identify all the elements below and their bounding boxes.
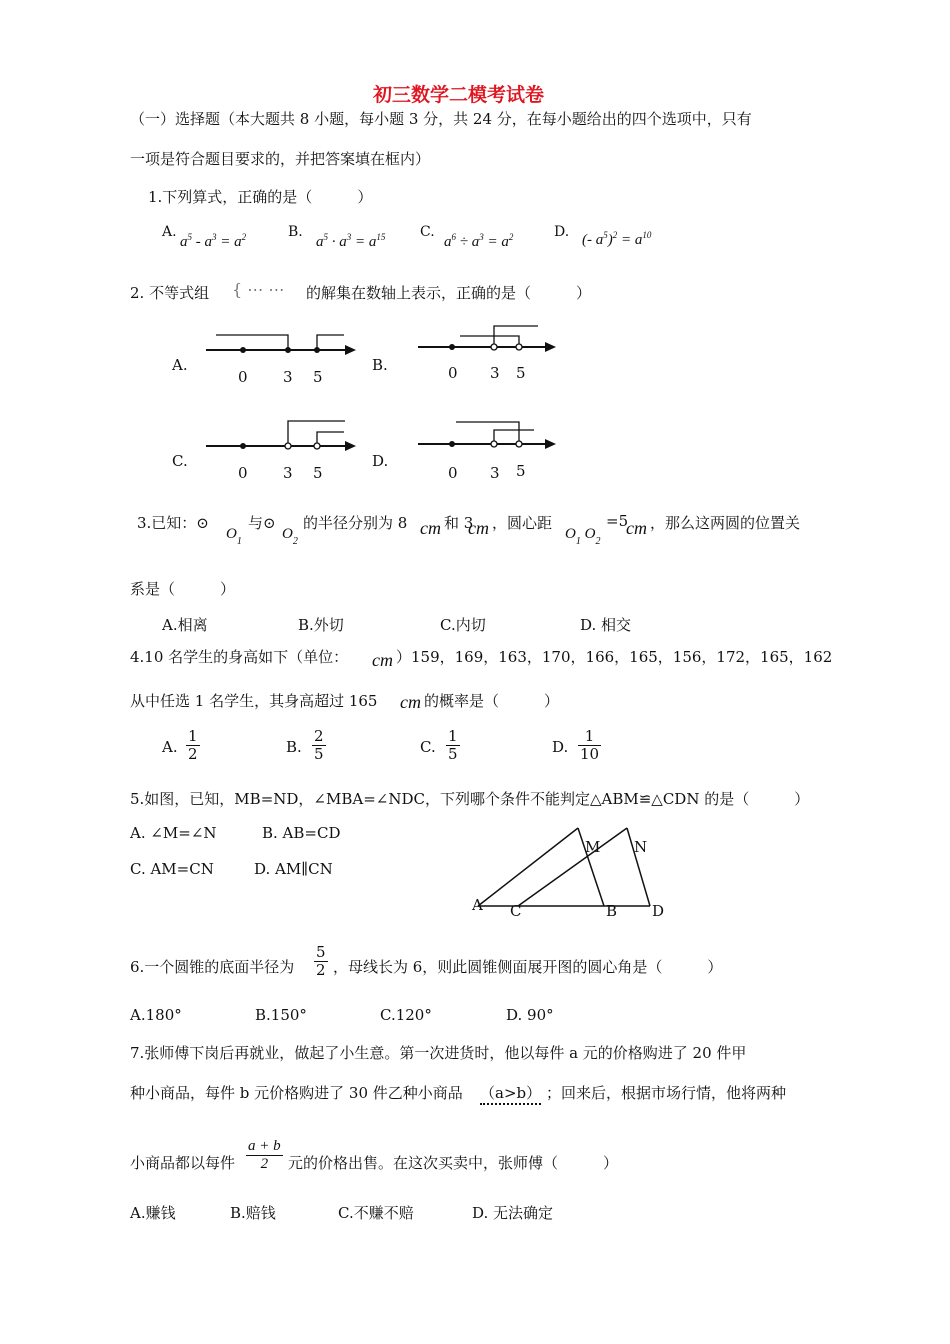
q2-stem-end: 的解集在数轴上表示，正确的是（ ） (306, 284, 592, 302)
q4-option-c-fraction: $\frac{1}{5}$ (448, 727, 458, 763)
q1-option-c-label: C. (420, 224, 435, 240)
q3-option-d: D. 相交 (580, 616, 632, 634)
q3-stem-end: ，那么这两圆的位置关 (650, 514, 801, 532)
page-title: 初三数学二模考试卷 (373, 84, 545, 106)
q4-line2-end: 的概率是（ ） (424, 692, 560, 710)
q7-condition: （a>b） (480, 1082, 541, 1105)
q5-label-b: B (606, 902, 618, 920)
q3-circle-o2: $O_2$ (282, 526, 298, 547)
q2-c-tick-0: 0 (238, 464, 248, 482)
q2-option-b-label: B. (372, 356, 388, 374)
q1-option-d-label: D. (554, 224, 570, 240)
q2-a-tick-3: 3 (283, 368, 293, 386)
q5-label-a: A (472, 896, 483, 914)
q3-mid3: ，圆心距 (492, 514, 553, 532)
q2-number-line-a (200, 330, 360, 364)
q2-b-tick-5: 5 (516, 364, 526, 382)
section-heading-line1: （一）选择题（本大题共 8 小题，每小题 3 分，共 24 分，在每小题给出的四个选项中，只有 (130, 110, 752, 128)
q2-d-tick-3: 3 (490, 464, 500, 482)
q4-option-d-fraction: $\frac{1}{10}$ (580, 727, 600, 763)
q5-label-m: M (585, 838, 601, 856)
q3-option-a: A.相离 (162, 616, 208, 634)
q7-line2-start: 种小商品，每件 b 元价格购进了 30 件乙种小商品 (130, 1084, 463, 1102)
q3-unit-3: cm (626, 518, 647, 538)
q5-option-a: A. ∠M=∠N (130, 824, 217, 842)
q4-line2-start: 从中任选 1 名学生，其身高超过 165 (130, 692, 378, 710)
q2-d-tick-5: 5 (516, 462, 526, 480)
q5-option-b: B. AB=CD (262, 824, 341, 842)
q2-b-tick-0: 0 (448, 364, 458, 382)
q2-c-tick-3: 3 (283, 464, 293, 482)
q2-number-line-d (414, 418, 560, 454)
q7-option-b: B.赔钱 (230, 1204, 276, 1222)
q4-unit-1: cm (372, 650, 393, 670)
q4-line1-start: 4.10 名学生的身高如下（单位： (130, 648, 349, 666)
q4-option-b-fraction: $\frac{2}{5}$ (314, 727, 324, 763)
q2-number-line-b (414, 324, 560, 358)
q4-option-b-label: B. (286, 738, 302, 756)
q5-stem: 5.如图，已知，MB=ND，∠MBA=∠NDC，下列哪个条件不能判定△ABM≌△CDN 的是（ ） (130, 790, 810, 808)
q3-option-c: C.内切 (440, 616, 486, 634)
q4-option-c-label: C. (420, 738, 436, 756)
q3-eq: =5 (606, 512, 629, 530)
q5-option-d: D. AM∥CN (254, 860, 333, 878)
q5-option-c: C. AM=CN (130, 860, 214, 878)
q5-label-d: D (652, 902, 665, 920)
q3-mid: 的半径分别为 8 (303, 514, 408, 532)
q7-line1: 7.张师傅下岗后再就业，做起了小生意。第一次进货时，他以每件 a 元的价格购进了 20 件甲 (130, 1044, 747, 1062)
q7-line3-end: 元的价格出售。在这次买卖中，张师傅（ ） (288, 1154, 619, 1172)
q6-fraction: $\frac{5}{2}$ (316, 943, 326, 979)
q3-and: 与⊙ (248, 514, 276, 532)
q7-option-c: C.不赚不赔 (338, 1204, 414, 1222)
q6-stem-end: ，母线长为 6，则此圆锥侧面展开图的圆心角是（ ） (333, 958, 723, 976)
q3-stem-start: 3.已知：⊙ (137, 514, 209, 532)
q6-option-b: B.150° (255, 1006, 307, 1024)
q4-option-a-fraction: $\frac{1}{2}$ (188, 727, 198, 763)
q6-option-c: C.120° (380, 1006, 432, 1024)
q4-line1-end: ）159，169，163，170，166，165，156，172，165，162 (396, 648, 833, 666)
q2-number-line-c (200, 418, 360, 454)
q3-unit-1: cm (420, 518, 441, 538)
q1-option-a-label: A. (162, 224, 177, 240)
q7-line3-start: 小商品都以每件 (130, 1154, 236, 1172)
q4-option-d-label: D. (552, 738, 569, 756)
q3-distance: $O_1$ $O_2$ (565, 526, 601, 547)
q7-line2-end: ；回来后，根据市场行情，他将两种 (546, 1084, 787, 1102)
q4-unit-2: cm (400, 692, 421, 712)
q1-option-b-expr: $a^5 \cdot a^3 = a^{15}$ (316, 232, 386, 250)
q3-line2: 系是（ ） (130, 580, 236, 598)
q1-option-a-expr: $a^5 - a^3 = a^2$ (180, 232, 247, 250)
section-heading-line2: 一项是符合题目要求的，并把答案填在框内） (130, 150, 431, 168)
q7-fraction: $\frac{a + b}{2}$ (248, 1138, 281, 1172)
q2-c-tick-5: 5 (313, 464, 323, 482)
q5-triangle-figure (470, 822, 680, 918)
q5-label-c: C (510, 902, 522, 920)
q1-option-c-expr: $a^6 \div a^3 = a^2$ (444, 232, 514, 250)
q2-option-d-label: D. (372, 452, 389, 470)
q3-unit-2: cm (468, 518, 489, 538)
q7-option-a: A.赚钱 (130, 1204, 176, 1222)
q1-option-d-expr: (- $a^5)^2 = a^{10}$ (582, 230, 652, 248)
q3-circle-o1: $O_1$ (226, 526, 242, 547)
q2-inequality-system: { ⋯ ⋯ (232, 280, 285, 299)
q6-option-a: A.180° (130, 1006, 182, 1024)
q2-d-tick-0: 0 (448, 464, 458, 482)
q6-option-d: D. 90° (506, 1006, 554, 1024)
q2-stem-start: 2. 不等式组 (130, 284, 210, 302)
q2-a-tick-5: 5 (313, 368, 323, 386)
q5-label-n: N (634, 838, 648, 856)
q2-a-tick-0: 0 (238, 368, 248, 386)
q1-option-b-label: B. (288, 224, 303, 240)
q2-option-a-label: A. (172, 356, 188, 374)
q2-b-tick-3: 3 (490, 364, 500, 382)
q1-stem: 1.下列算式，正确的是（ ） (148, 188, 373, 206)
q7-option-d: D. 无法确定 (472, 1204, 554, 1222)
q3-mid2: 和 3 (444, 514, 474, 532)
q2-option-c-label: C. (172, 452, 188, 470)
q4-option-a-label: A. (162, 738, 178, 756)
q3-option-b: B.外切 (298, 616, 344, 634)
q6-stem-start: 6.一个圆锥的底面半径为 (130, 958, 295, 976)
